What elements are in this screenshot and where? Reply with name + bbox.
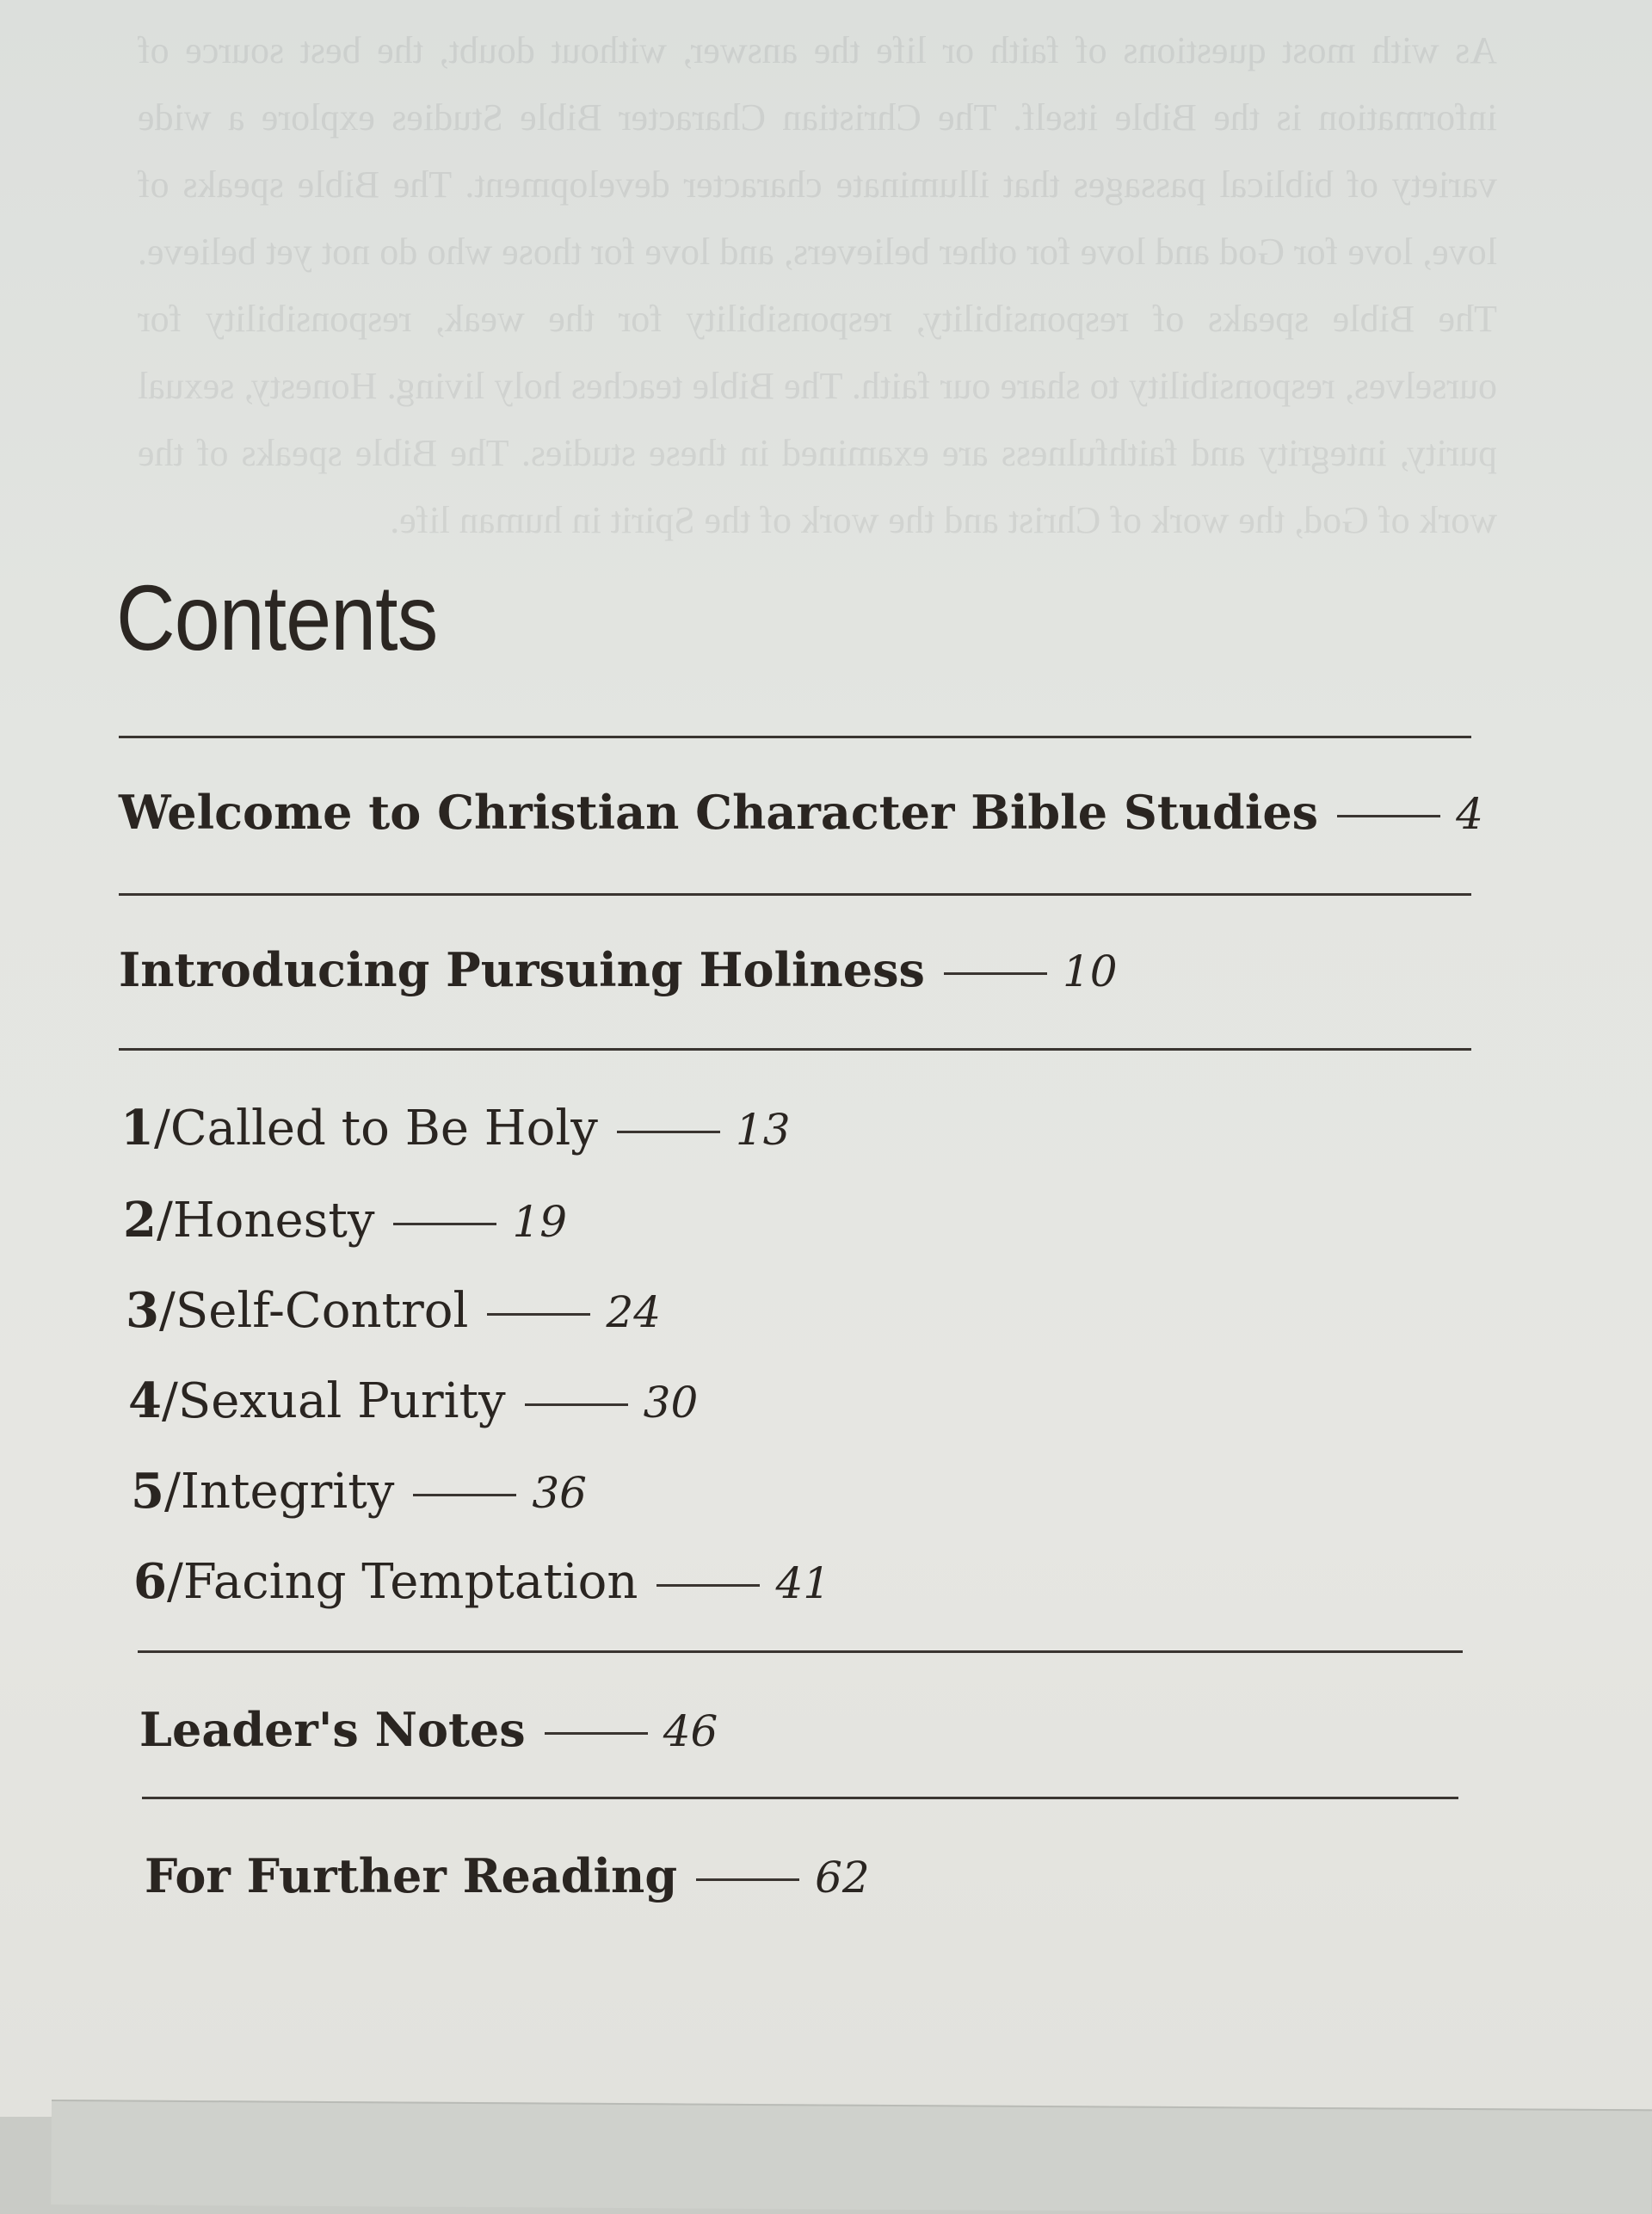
chapter-number: 1 — [120, 1100, 154, 1156]
toc-entry-further-reading[interactable] — [145, 1848, 870, 1903]
toc-entry-title: /Honesty — [156, 1193, 375, 1249]
toc-page-number: 41 — [775, 1558, 831, 1608]
leader-dash — [413, 1494, 516, 1496]
bleed-through-paragraph: As with most questions of faith or life the answer, without doubt, the best source of information is the Bible itself. The Christian Character Bible Studies explore a wide variety of biblical passages that illuminate character development. The Bible speaks of love, love for God and love for other believers, and love for those who do not yet believe. The Bible speaks of responsibility, responsibility for the weak, responsibility for ourselves, responsibility to share our faith. The Bible teaches holy living. Honesty, sexual purity, integrity and faithfulness are examined in these studies. The Bible speaks of the work of God, the work of Christ and the work of the Spirit in human life. — [128, 29, 1497, 541]
contents-heading: Contents — [116, 565, 438, 669]
toc-entry-introducing[interactable] — [119, 942, 1118, 997]
toc-entry-leaders-notes[interactable] — [139, 1702, 718, 1757]
chapter-number: 2 — [123, 1192, 157, 1249]
leader-dash — [545, 1732, 648, 1735]
toc-entry-title: Introducing Pursuing Holiness — [119, 942, 925, 997]
toc-entry-title: /Called to Be Holy — [153, 1101, 598, 1156]
divider-rule — [142, 1797, 1458, 1799]
toc-entry-title: /Facing Temptation — [166, 1554, 638, 1610]
toc-page-number: 24 — [606, 1287, 662, 1337]
toc-page-number: 46 — [663, 1706, 718, 1756]
toc-entry-chapter-6[interactable] — [133, 1553, 830, 1610]
leader-dash — [487, 1313, 590, 1316]
leader-dash — [617, 1131, 720, 1133]
toc-page-number: 10 — [1062, 947, 1118, 996]
toc-page-number: 13 — [735, 1105, 791, 1155]
toc-entry-chapter-5[interactable] — [131, 1463, 587, 1520]
chapter-number: 3 — [126, 1282, 159, 1339]
leader-dash — [1337, 815, 1440, 817]
divider-rule — [119, 893, 1471, 896]
toc-entry-title: /Self-Control — [158, 1283, 469, 1339]
leader-dash — [696, 1878, 799, 1881]
leader-dash — [525, 1403, 628, 1406]
chapter-number: 5 — [131, 1463, 164, 1520]
toc-page-number: 19 — [512, 1197, 568, 1247]
toc-entry-chapter-2[interactable] — [123, 1192, 567, 1249]
toc-entry-welcome[interactable] — [119, 785, 1483, 840]
page-bottom-edge — [51, 2100, 1652, 2214]
toc-entry-title: Welcome to Christian Character Bible Studies — [119, 785, 1319, 840]
divider-rule — [119, 736, 1471, 738]
toc-page-number: 36 — [532, 1468, 587, 1518]
toc-entry-chapter-4[interactable] — [128, 1372, 698, 1429]
divider-rule — [138, 1650, 1463, 1653]
toc-page-number: 30 — [643, 1378, 699, 1428]
toc-entry-chapter-3[interactable] — [126, 1282, 661, 1339]
toc-entry-title: /Integrity — [163, 1464, 395, 1520]
leader-dash — [656, 1584, 760, 1587]
chapter-number: 6 — [133, 1553, 167, 1610]
toc-page-number: 4 — [1456, 789, 1483, 839]
chapter-number: 4 — [128, 1372, 162, 1429]
toc-entry-title: Leader's Notes — [139, 1702, 526, 1757]
toc-entry-chapter-1[interactable] — [120, 1100, 791, 1156]
leader-dash — [393, 1223, 496, 1225]
divider-rule — [119, 1048, 1471, 1051]
toc-entry-title: For Further Reading — [145, 1848, 678, 1903]
bleed-through-text — [128, 17, 1497, 554]
toc-page-number: 62 — [815, 1853, 870, 1903]
leader-dash — [944, 972, 1047, 975]
toc-entry-title: /Sexual Purity — [161, 1373, 506, 1429]
